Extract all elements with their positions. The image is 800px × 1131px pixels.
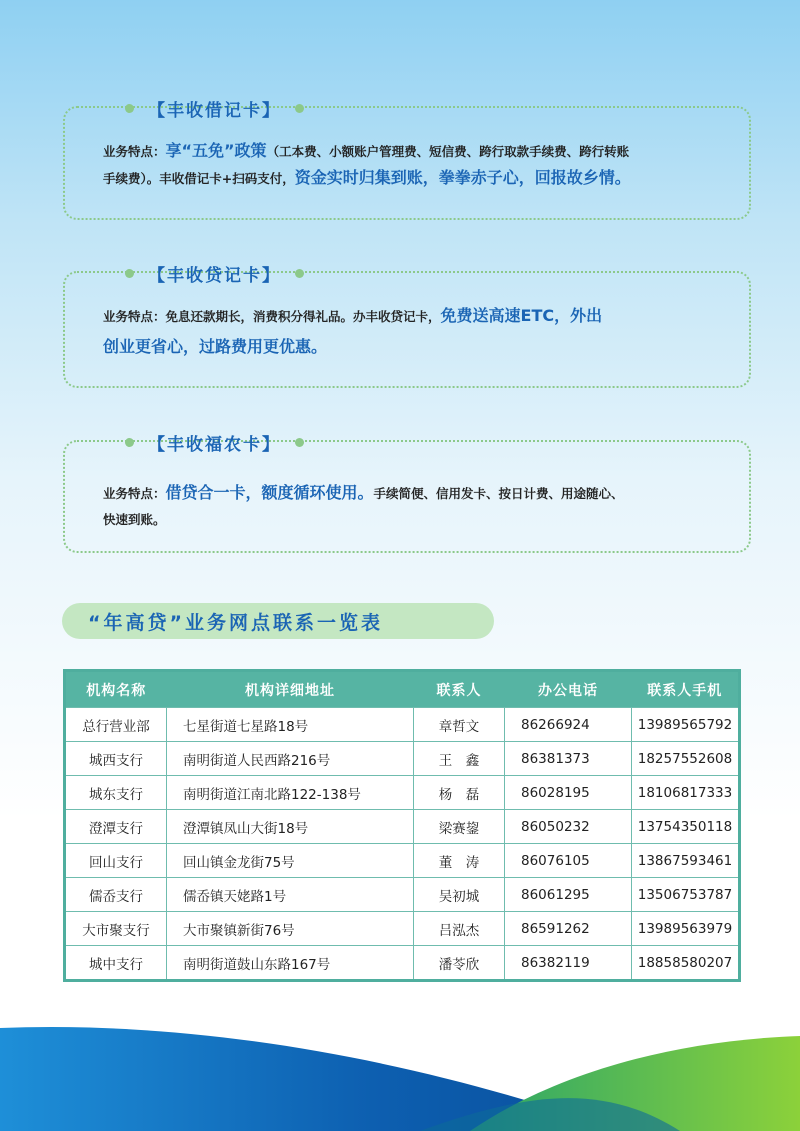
cell-contact: 潘苓欣 <box>414 946 505 981</box>
cell-address: 大市聚镇新街76号 <box>167 912 414 946</box>
cell-branch: 城中支行 <box>65 946 167 981</box>
table-row <box>65 708 740 742</box>
cell-office-phone: 86061295 <box>505 878 632 912</box>
card-description <box>103 138 719 192</box>
highlight-text: 借贷合一卡，额度循环使用。 <box>165 483 374 502</box>
cell-contact: 吕泓杰 <box>414 912 505 946</box>
header-mobile: 联系人手机 <box>632 671 740 708</box>
cell-office-phone: 86076105 <box>505 844 632 878</box>
table-row <box>65 776 740 810</box>
cell-contact: 吴初城 <box>414 878 505 912</box>
cell-address: 七星街道七星路18号 <box>167 708 414 742</box>
cell-branch: 回山支行 <box>65 844 167 878</box>
cell-office-phone: 86266924 <box>505 708 632 742</box>
contacts-table <box>63 669 741 982</box>
cell-branch: 澄潭支行 <box>65 810 167 844</box>
cell-contact: 董 涛 <box>414 844 505 878</box>
card-credit <box>63 265 751 388</box>
cell-contact: 杨 磊 <box>414 776 505 810</box>
cell-mobile: 18257552608 <box>632 742 740 776</box>
highlight-text: 资金实时归集到账，拳拳赤子心，回报故乡情。 <box>294 168 631 187</box>
cell-address: 南明街道鼓山东路167号 <box>167 946 414 981</box>
bullet-dot-icon <box>125 269 134 278</box>
table-header-row <box>65 671 740 708</box>
cell-branch: 城东支行 <box>65 776 167 810</box>
cell-contact: 章哲文 <box>414 708 505 742</box>
cell-address: 儒岙镇天姥路1号 <box>167 878 414 912</box>
cell-contact: 梁赛鋆 <box>414 810 505 844</box>
cell-mobile: 18858580207 <box>632 946 740 981</box>
cell-branch: 大市聚支行 <box>65 912 167 946</box>
bullet-dot-icon <box>295 269 304 278</box>
cell-branch: 城西支行 <box>65 742 167 776</box>
text-segment: 手续费）。丰收借记卡+扫码支付， <box>103 171 295 186</box>
cell-mobile: 13989565792 <box>632 708 740 742</box>
text-segment: 业务特点：免息还款期长，消费积分得礼品。办丰收贷记卡， <box>103 309 441 324</box>
table-row <box>65 742 740 776</box>
card-title-row <box>125 96 304 120</box>
description-line <box>103 301 719 332</box>
description-line <box>103 165 719 192</box>
highlight-text: 享“五免”政策 <box>165 141 267 160</box>
bullet-dot-icon <box>295 104 304 113</box>
header-branch-name: 机构名称 <box>65 671 167 708</box>
cell-mobile: 13989563979 <box>632 912 740 946</box>
cell-contact: 王 鑫 <box>414 742 505 776</box>
bullet-dot-icon <box>295 438 304 447</box>
cell-office-phone: 86382119 <box>505 946 632 981</box>
text-segment: 手续简便、信用发卡、按日计费、用途随心、 <box>373 486 624 501</box>
cell-office-phone: 86028195 <box>505 776 632 810</box>
card-title: 【丰收借记卡】 <box>148 100 281 121</box>
cell-mobile: 13754350118 <box>632 810 740 844</box>
text-segment: （工本费、小额账户管理费、短信费、跨行取款手续费、跨行转账 <box>266 144 630 159</box>
cell-address: 南明街道人民西路216号 <box>167 742 414 776</box>
header-contact: 联系人 <box>414 671 505 708</box>
contacts-banner: “年高贷”业务网点联系一览表 <box>62 603 494 639</box>
cell-address: 回山镇金龙街75号 <box>167 844 414 878</box>
decorative-wave <box>0 1000 800 1131</box>
text-segment: 业务特点： <box>103 486 166 501</box>
table-row <box>65 810 740 844</box>
bullet-dot-icon <box>125 104 134 113</box>
cell-mobile: 13867593461 <box>632 844 740 878</box>
cell-office-phone: 86591262 <box>505 912 632 946</box>
text-segment: 快速到账。 <box>103 512 166 527</box>
highlight-text: 免费送高速ETC，外出 <box>440 306 603 325</box>
table-row <box>65 946 740 981</box>
header-office-phone: 办公电话 <box>505 671 632 708</box>
cell-address: 澄潭镇凤山大街18号 <box>167 810 414 844</box>
text-segment: 业务特点： <box>103 144 166 159</box>
header-address: 机构详细地址 <box>167 671 414 708</box>
description-line <box>103 480 719 507</box>
description-line <box>103 332 719 363</box>
cell-branch: 儒岙支行 <box>65 878 167 912</box>
card-title: 【丰收福农卡】 <box>148 434 281 455</box>
cell-office-phone: 86050232 <box>505 810 632 844</box>
card-farmer <box>63 434 751 553</box>
card-debit <box>63 100 751 220</box>
card-description <box>103 480 719 533</box>
description-line <box>103 507 719 533</box>
card-title-row <box>125 430 304 454</box>
table-row <box>65 844 740 878</box>
card-description <box>103 301 719 363</box>
card-title: 【丰收贷记卡】 <box>148 265 281 286</box>
cell-mobile: 18106817333 <box>632 776 740 810</box>
cell-address: 南明街道江南北路122-138号 <box>167 776 414 810</box>
table-row <box>65 878 740 912</box>
highlight-text: 创业更省心，过路费用更优惠。 <box>103 337 328 356</box>
cell-branch: 总行营业部 <box>65 708 167 742</box>
description-line <box>103 138 719 165</box>
bullet-dot-icon <box>125 438 134 447</box>
cell-mobile: 13506753787 <box>632 878 740 912</box>
table-row <box>65 912 740 946</box>
cell-office-phone: 86381373 <box>505 742 632 776</box>
card-title-row <box>125 261 304 285</box>
